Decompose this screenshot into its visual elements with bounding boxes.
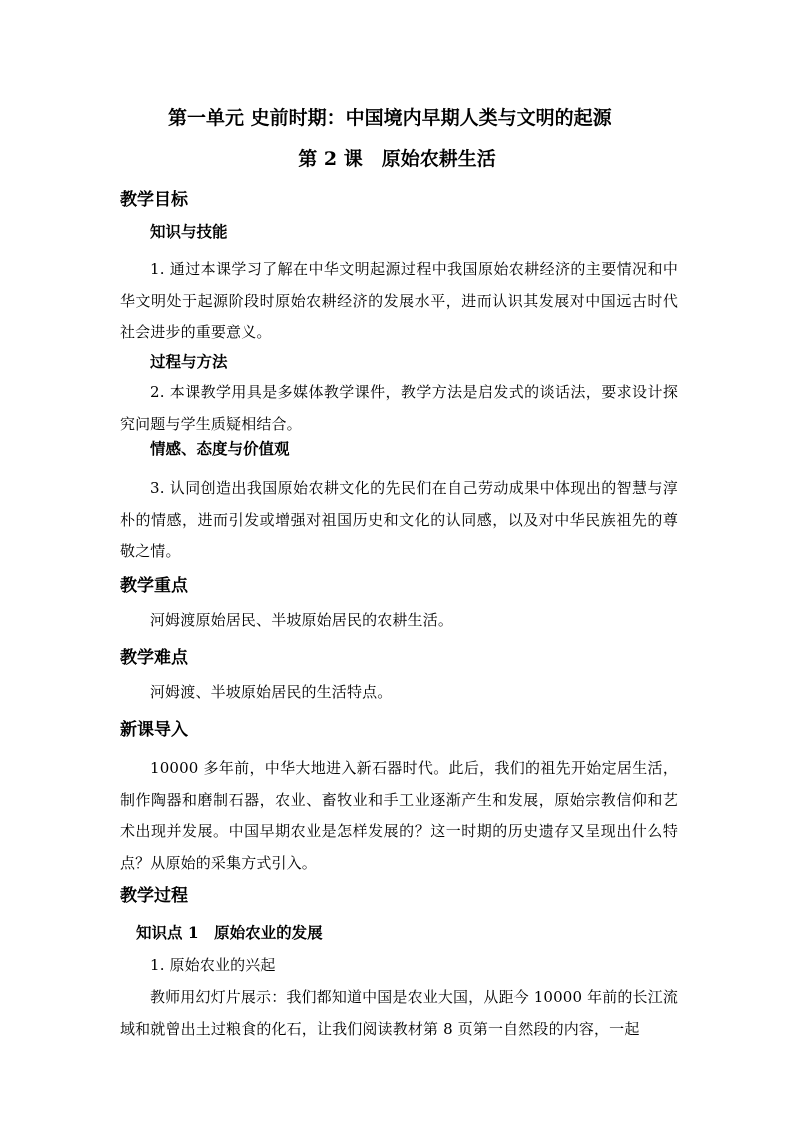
paragraph-process-methods: 2. 本课教学用具是多媒体教学课件，教学方法是启发式的谈话法，要求设计探究问题与学生质疑相结合。 (120, 383, 678, 433)
paragraph-knowledge-skills: 1. 通过本课学习了解在中华文明起源过程中我国原始农耕经济的主要情况和中华文明处于起源阶段时原始农耕经济的发展水平，进而认识其发展对中国远古时代社会进步的重要意义。 (120, 260, 678, 341)
heading-teaching-process: 教学过程 (120, 886, 188, 906)
paragraph-lesson-intro: 10000 多年前，中华大地进入新石器时代。此后，我们的祖先开始定居生活，制作陶器和磨制石器，农业、畜牧业和手工业逐渐产生和发展，原始宗教信仰和艺术出现并发展。中国早期农业是怎样发展的？这一时期的历史遗存又呈现出什么特点？从原始的采集方式引入。 (120, 759, 678, 872)
heading-teaching-goals: 教学目标 (120, 190, 188, 210)
subheading-knowledge-point-1: 知识点 1 原始农业的发展 (136, 923, 323, 942)
lesson-title: 第 2 课 原始农耕生活 (298, 148, 496, 170)
subheading-emotion-values: 情感、态度与价值观 (150, 439, 290, 458)
subheading-knowledge-skills: 知识与技能 (150, 222, 228, 241)
paragraph-teacher-slides: 教师用幻灯片展示：我们都知道中国是农业大国，从距今 10000 年前的长江流域和就曾出土过粮食的化石，让我们阅读教材第 8 页第一自然段的内容，一起 (120, 988, 678, 1038)
unit-title: 第一单元 史前时期：中国境内早期人类与文明的起源 (168, 107, 612, 129)
subheading-process-methods: 过程与方法 (150, 352, 228, 371)
paragraph-emotion-values: 3. 认同创造出我国原始农耕文化的先民们在自己劳动成果中体现出的智慧与淳朴的情感，进而引发或增强对祖国历史和文化的认同感，以及对中华民族祖先的尊敬之情。 (120, 479, 678, 560)
heading-key-points: 教学重点 (120, 576, 188, 596)
paragraph-difficulties: 河姆渡、半坡原始居民的生活特点。 (150, 683, 393, 701)
heading-lesson-intro: 新课导入 (120, 720, 188, 740)
heading-difficulties: 教学难点 (120, 648, 188, 668)
paragraph-key-points: 河姆渡原始居民、半坡原始居民的农耕生活。 (150, 611, 454, 629)
item-primitive-agriculture-rise: 1. 原始农业的兴起 (150, 956, 276, 974)
